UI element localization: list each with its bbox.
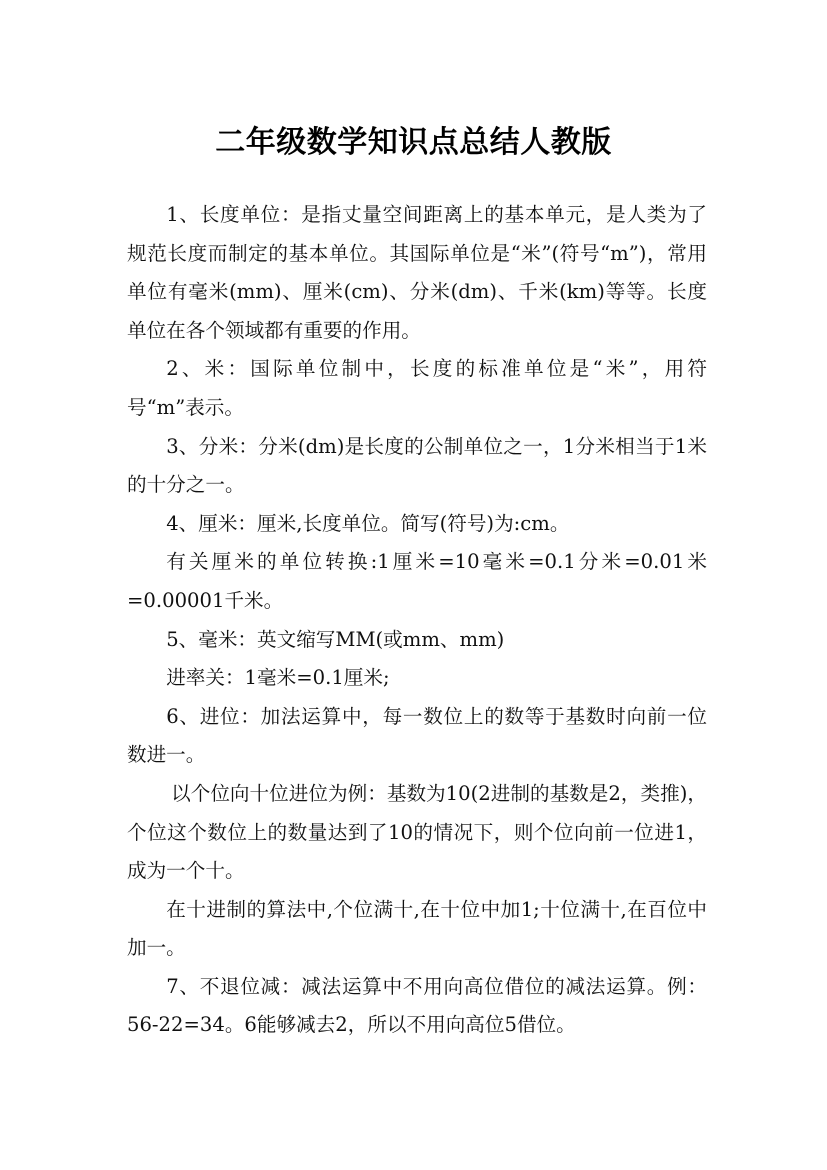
paragraph-decimal-carry: 在十进制的算法中,个位满十,在十位中加1;十位满十,在百位中加一。 <box>127 897 707 960</box>
paragraph-millimeter: 5、毫米：英文缩写MM(或mm、mm) <box>166 627 505 651</box>
paragraph-centimeter: 4、厘米：厘米,长度单位。简写(符号)为:cm。 <box>166 511 570 535</box>
document-body <box>127 196 707 1045</box>
paragraph-decimeter: 3、分米：分米(dm)是长度的公制单位之一，1分米相当于1米的十分之一。 <box>127 434 707 497</box>
document-title: 二年级数学知识点总结人教版 <box>215 125 612 161</box>
paragraph-length-unit: 1、长度单位：是指丈量空间距离上的基本单元，是人类为了规范长度而制定的基本单位。其国际单位是“米”(符号“m”)，常用单位有毫米(mm)、厘米(cm)、分米(dm)、千米(km)等等。长度单位在各个领域都有重要的作用。 <box>127 203 707 342</box>
paragraph-no-borrow-subtraction: 7、不退位减：减法运算中不用向高位借位的减法运算。例：56-22=34。6能够减去2，所以不用向高位5借位。 <box>127 974 707 1037</box>
paragraph-carry-example: 以个位向十位进位为例：基数为10(2进制的基数是2，类推)，个位这个数位上的数量达到了10的情况下，则个位向前一位进1，成为一个十。 <box>127 781 707 883</box>
paragraph-meter: 2、米：国际单位制中，长度的标准单位是“米”，用符号“m”表示。 <box>127 357 707 419</box>
paragraph-millimeter-ratio: 进率关：1毫米=0.1厘米; <box>166 666 390 690</box>
paragraph-carry: 6、进位：加法运算中，每一数位上的数等于基数时向前一位数进一。 <box>127 704 707 767</box>
paragraph-centimeter-conversion: 有关厘米的单位转换:1厘米=10毫米=0.1分米=0.01米=0.00001千米。 <box>127 550 707 612</box>
